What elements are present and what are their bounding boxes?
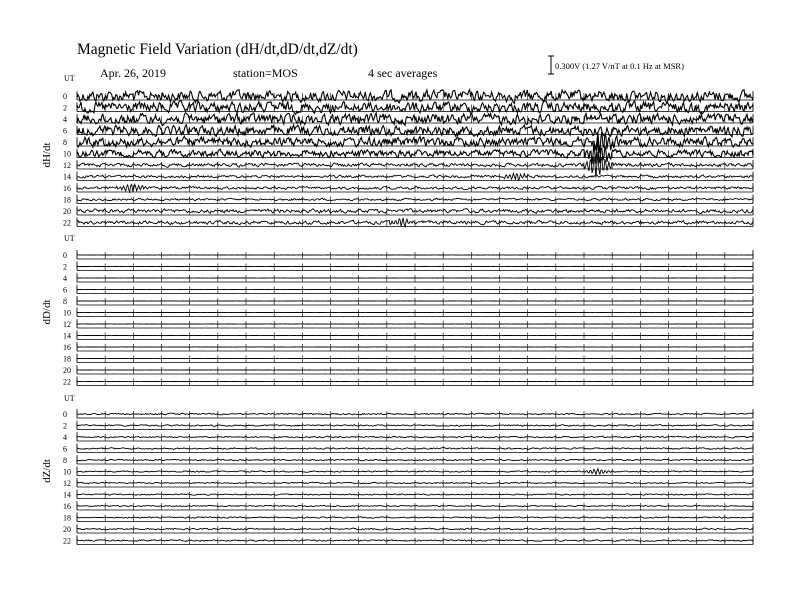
hour-label: 8 [63,297,67,306]
panel-dd-dt [41,234,753,387]
hour-label: 14 [63,331,71,341]
hour-label: 22 [63,377,71,387]
hour-label: 12 [63,161,71,170]
hour-label: 20 [63,366,71,375]
hour-label: 18 [63,513,71,523]
hour-label: 16 [63,343,71,352]
hour-label: 20 [63,525,71,534]
hour-label: 14 [63,490,71,500]
hour-label: 22 [63,218,71,228]
hour-label: 18 [63,354,71,364]
trace-waveform [77,101,753,115]
ut-label: UT [64,234,75,243]
ut-label: UT [64,394,75,403]
date-label: Apr. 26, 2019 [100,66,166,80]
hour-label: 0 [63,410,67,419]
hour-label: 18 [63,195,71,205]
hour-label: 4 [63,115,67,124]
hour-label: 4 [63,433,67,442]
ut-label: UT [64,74,75,83]
hour-label: 8 [63,456,67,465]
hour-label: 0 [63,251,67,260]
chart-title: Magnetic Field Variation (dH/dt,dD/dt,dZ/dt) [77,41,358,58]
hour-label: 6 [63,444,67,454]
hour-label: 12 [63,320,71,329]
panel-dh-dt [41,74,753,228]
hour-label: 6 [63,285,67,295]
panel-dz-dt [41,394,753,546]
trace-waveform [77,132,753,153]
hour-label: 2 [63,103,67,113]
hour-label: 0 [63,92,67,101]
hour-label: 10 [63,308,71,318]
hour-label: 22 [63,536,71,546]
hour-label: 4 [63,274,67,283]
panel-ylabel: dD/dt [41,299,53,325]
hour-label: 8 [63,138,67,147]
hour-label: 16 [63,184,71,193]
hour-label: 16 [63,502,71,511]
hour-label: 10 [63,467,71,477]
station-label: station=MOS [233,66,298,80]
panel-ylabel: dH/dt [41,142,53,168]
hour-label: 12 [63,479,71,488]
averaging-label: 4 sec averages [368,66,438,80]
hour-label: 20 [63,207,71,216]
hour-label: 2 [63,262,67,272]
panel-ylabel: dZ/dt [41,459,53,483]
hour-label: 2 [63,421,67,431]
hour-label: 6 [63,126,67,136]
trace-waveform [77,113,753,126]
hour-label: 10 [63,149,71,159]
hour-label: 14 [63,172,71,182]
panels [41,74,753,546]
scale-label: 0.300V (1.27 V/nT at 0.1 Hz at MSR) [555,61,684,71]
scale-bar [548,56,554,74]
